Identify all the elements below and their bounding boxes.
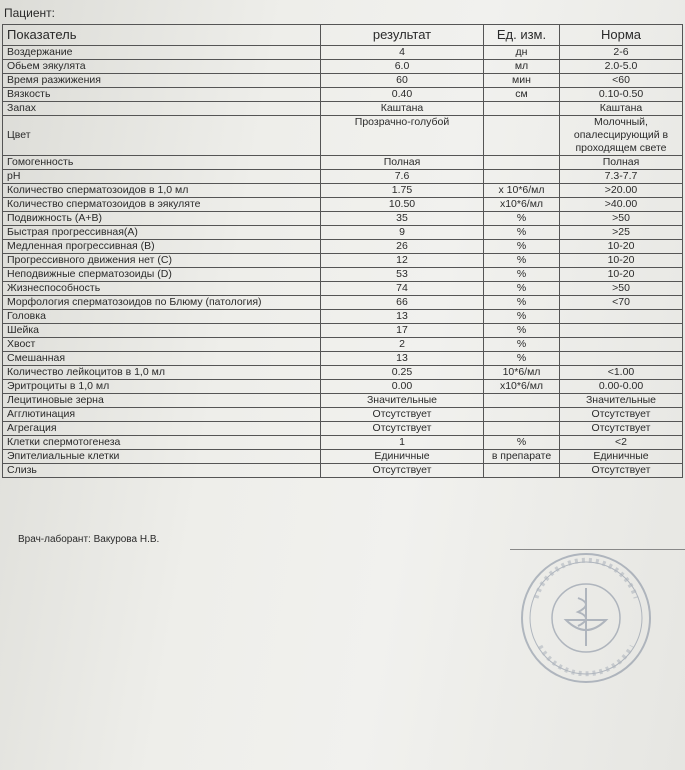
row-norm: <1.00	[560, 366, 683, 380]
row-name: Агглютинация	[3, 408, 321, 422]
row-norm: Каштана	[560, 102, 683, 116]
row-unit: %	[484, 282, 560, 296]
row-norm: 2.0-5.0	[560, 60, 683, 74]
table-row	[3, 170, 683, 184]
row-name: Лецитиновые зерна	[3, 394, 321, 408]
header-result: результат	[321, 25, 484, 46]
row-norm: Отсутствует	[560, 408, 683, 422]
table-row	[3, 212, 683, 226]
row-norm: Молочный, опалесцирующий в проходящем свете	[560, 116, 683, 156]
row-name: Гомогенность	[3, 156, 321, 170]
row-name: Смешанная	[3, 352, 321, 366]
row-unit: см	[484, 88, 560, 102]
row-result: Полная	[321, 156, 484, 170]
row-name: Вязкость	[3, 88, 321, 102]
row-norm: Отсутствует	[560, 464, 683, 478]
row-norm: Полная	[560, 156, 683, 170]
row-result: Отсутствует	[321, 464, 484, 478]
patient-label: Пациент:	[4, 6, 56, 20]
row-name: Хвост	[3, 338, 321, 352]
table-row	[3, 60, 683, 74]
row-result: 53	[321, 268, 484, 282]
row-norm: <70	[560, 296, 683, 310]
row-name: Обьем эякулята	[3, 60, 321, 74]
row-norm: 0.10-0.50	[560, 88, 683, 102]
table-row	[3, 102, 683, 116]
table-row	[3, 296, 683, 310]
doctor-signature-line: Врач-лаборант: Вакурова Н.В.	[18, 534, 160, 545]
row-norm: >20.00	[560, 184, 683, 198]
row-norm	[560, 352, 683, 366]
row-norm	[560, 310, 683, 324]
row-norm: Значительные	[560, 394, 683, 408]
row-name: Агрегация	[3, 422, 321, 436]
row-unit: %	[484, 352, 560, 366]
table-row	[3, 366, 683, 380]
row-result: 66	[321, 296, 484, 310]
row-result: Каштана	[321, 102, 484, 116]
row-unit	[484, 394, 560, 408]
table-row	[3, 156, 683, 170]
row-name: Подвижность (A+B)	[3, 212, 321, 226]
row-result: 2	[321, 338, 484, 352]
row-unit: мин	[484, 74, 560, 88]
row-unit: x10*6/мл	[484, 380, 560, 394]
table-row	[3, 408, 683, 422]
row-norm: 2-6	[560, 46, 683, 60]
row-name: Медленная прогрессивная (В)	[3, 240, 321, 254]
row-result: 0.25	[321, 366, 484, 380]
row-result: 13	[321, 352, 484, 366]
row-result: 6.0	[321, 60, 484, 74]
row-result: Значительные	[321, 394, 484, 408]
row-result: 1	[321, 436, 484, 450]
row-unit	[484, 116, 560, 156]
row-unit	[484, 102, 560, 116]
row-result: 1.75	[321, 184, 484, 198]
table-row	[3, 352, 683, 366]
row-norm: >50	[560, 212, 683, 226]
row-result: 9	[321, 226, 484, 240]
header-indicator: Показатель	[3, 25, 321, 46]
row-name: Головка	[3, 310, 321, 324]
row-result: 17	[321, 324, 484, 338]
table-row	[3, 422, 683, 436]
row-name: Воздержание	[3, 46, 321, 60]
row-unit: %	[484, 310, 560, 324]
row-name: Морфология сперматозоидов по Блюму (патология)	[3, 296, 321, 310]
row-unit: x 10*6/мл	[484, 184, 560, 198]
table-row	[3, 88, 683, 102]
row-norm: 0.00-0.00	[560, 380, 683, 394]
row-unit: %	[484, 212, 560, 226]
table-row	[3, 254, 683, 268]
row-unit	[484, 170, 560, 184]
row-unit	[484, 464, 560, 478]
table-header-row	[3, 25, 683, 46]
caduceus-bowl-icon	[516, 548, 656, 688]
row-name: Эритроциты в 1,0 мл	[3, 380, 321, 394]
row-result: 26	[321, 240, 484, 254]
row-name: Быстрая прогрессивная(А)	[3, 226, 321, 240]
row-norm: >25	[560, 226, 683, 240]
row-norm: 10-20	[560, 240, 683, 254]
table-row	[3, 380, 683, 394]
table-row	[3, 436, 683, 450]
row-result: 60	[321, 74, 484, 88]
row-unit: %	[484, 254, 560, 268]
row-unit: мл	[484, 60, 560, 74]
row-norm: >40.00	[560, 198, 683, 212]
table-row	[3, 74, 683, 88]
row-result: Отсутствует	[321, 408, 484, 422]
row-unit: в препарате	[484, 450, 560, 464]
row-norm: 10-20	[560, 254, 683, 268]
table-row	[3, 116, 683, 156]
row-unit: 10*6/мл	[484, 366, 560, 380]
row-norm: Отсутствует	[560, 422, 683, 436]
row-unit: дн	[484, 46, 560, 60]
table-row	[3, 268, 683, 282]
row-unit: %	[484, 338, 560, 352]
row-name: Жизнеспособность	[3, 282, 321, 296]
row-name: Неподвижные сперматозоиды (D)	[3, 268, 321, 282]
table-row	[3, 240, 683, 254]
table-row	[3, 46, 683, 60]
row-unit: %	[484, 324, 560, 338]
row-name: Количество сперматозоидов в 1,0 мл	[3, 184, 321, 198]
row-name: Цвет	[3, 116, 321, 156]
row-name: Количество лейкоцитов в 1,0 мл	[3, 366, 321, 380]
header-unit: Ед. изм.	[484, 25, 560, 46]
row-name: pH	[3, 170, 321, 184]
row-result: Прозрачно-голубой	[321, 116, 484, 156]
row-unit: %	[484, 268, 560, 282]
row-result: Единичные	[321, 450, 484, 464]
row-result: 4	[321, 46, 484, 60]
results-table	[2, 24, 683, 478]
row-unit: x10*6/мл	[484, 198, 560, 212]
row-result: 74	[321, 282, 484, 296]
table-row	[3, 394, 683, 408]
row-name: Клетки спермотогенеза	[3, 436, 321, 450]
row-result: Отсутствует	[321, 422, 484, 436]
row-unit: %	[484, 436, 560, 450]
header-norm: Норма	[560, 25, 683, 46]
row-name: Эпителиальные клетки	[3, 450, 321, 464]
row-norm: 10-20	[560, 268, 683, 282]
row-name: Количество сперматозоидов в эякуляте	[3, 198, 321, 212]
row-norm: <60	[560, 74, 683, 88]
table-row	[3, 464, 683, 478]
row-unit: %	[484, 296, 560, 310]
row-norm: <2	[560, 436, 683, 450]
row-name: Прогрессивного движения нет (С)	[3, 254, 321, 268]
row-result: 35	[321, 212, 484, 226]
row-unit	[484, 156, 560, 170]
row-unit	[484, 408, 560, 422]
table-row	[3, 324, 683, 338]
table-row	[3, 338, 683, 352]
row-result: 13	[321, 310, 484, 324]
row-norm	[560, 338, 683, 352]
table-row	[3, 310, 683, 324]
row-name: Шейка	[3, 324, 321, 338]
table-row	[3, 184, 683, 198]
table-row	[3, 450, 683, 464]
row-norm	[560, 324, 683, 338]
row-norm: Единичные	[560, 450, 683, 464]
row-result: 0.40	[321, 88, 484, 102]
table-row	[3, 282, 683, 296]
row-name: Слизь	[3, 464, 321, 478]
row-result: 10.50	[321, 198, 484, 212]
row-name: Запах	[3, 102, 321, 116]
row-unit: %	[484, 226, 560, 240]
table-row	[3, 226, 683, 240]
row-unit	[484, 422, 560, 436]
row-result: 0.00	[321, 380, 484, 394]
row-unit: %	[484, 240, 560, 254]
row-norm: >50	[560, 282, 683, 296]
row-result: 7.6	[321, 170, 484, 184]
row-result: 12	[321, 254, 484, 268]
row-name: Время разжижения	[3, 74, 321, 88]
row-norm: 7.3-7.7	[560, 170, 683, 184]
table-row	[3, 198, 683, 212]
